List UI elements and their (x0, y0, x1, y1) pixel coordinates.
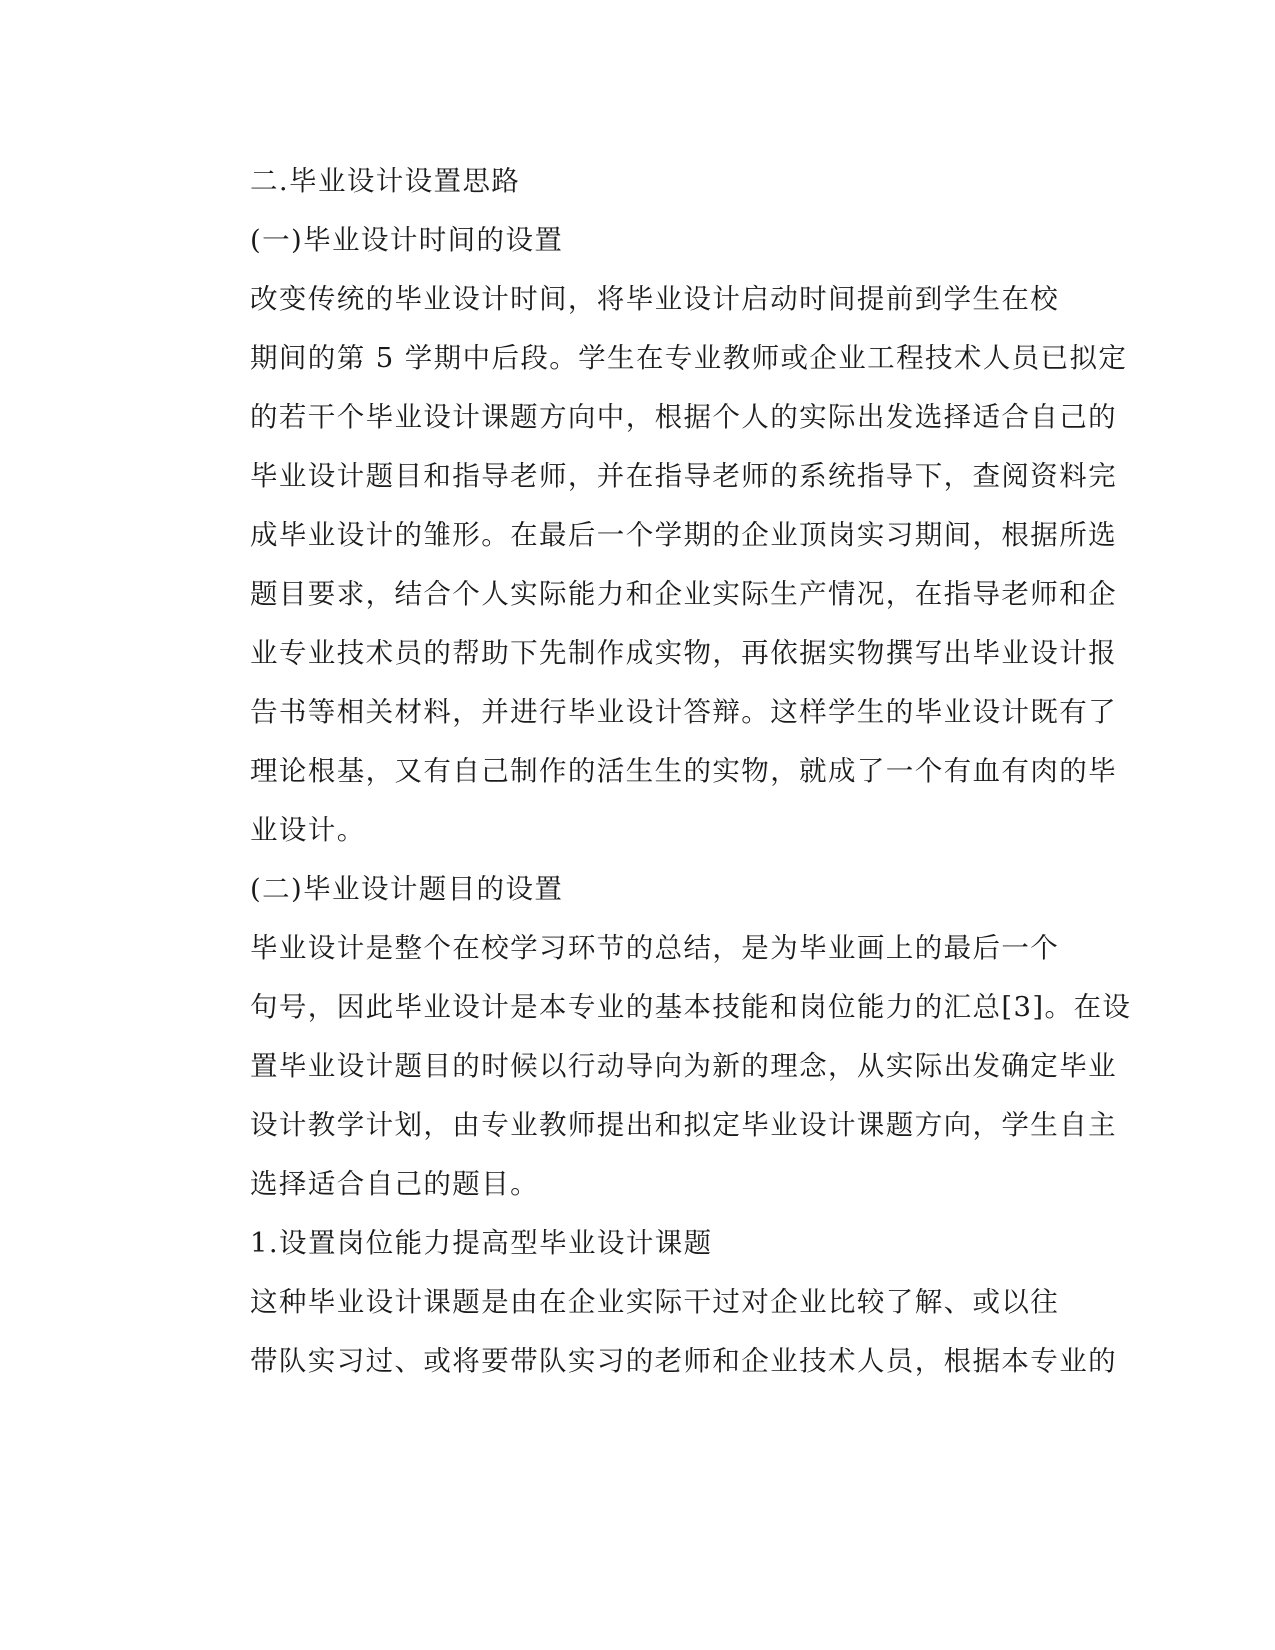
text-line: 句号，因此毕业设计是本专业的基本技能和岗位能力的汇总[3]。在设 (250, 991, 1132, 1023)
text-line: 告书等相关材料，并进行毕业设计答辩。这样学生的毕业设计既有了 (250, 696, 1117, 728)
subsection-heading-time: (一)毕业设计时间的设置 (250, 224, 564, 256)
text-line: 毕业设计是整个在校学习环节的总结，是为毕业画上的最后一个 (250, 932, 1060, 964)
document-page (180, 152, 1132, 1391)
text-line: 毕业设计题目和指导老师，并在指导老师的系统指导下，查阅资料完 (250, 460, 1117, 492)
text-line: 设计教学计划，由专业教师提出和拟定毕业设计课题方向，学生自主 (250, 1109, 1117, 1141)
text-line: 这种毕业设计课题是由在企业实际干过对企业比较了解、或以往 (250, 1286, 1060, 1318)
text-line: 成毕业设计的雏形。在最后一个学期的企业顶岗实习期间，根据所选 (250, 519, 1117, 551)
paragraph-time-setting (180, 270, 1128, 860)
paragraph-job-ability (180, 1273, 1117, 1391)
text-line: 改变传统的毕业设计时间，将毕业设计启动时间提前到学生在校 (250, 283, 1060, 315)
text-line: 期间的第 5 学期中后段。学生在专业教师或企业工程技术人员已拟定 (250, 342, 1128, 374)
text-line: 理论根基，又有自己制作的活生生的实物，就成了一个有血有肉的毕 (250, 755, 1117, 787)
text-line: 题目要求，结合个人实际能力和企业实际生产情况，在指导老师和企 (250, 578, 1117, 610)
section-heading: 二.毕业设计设置思路 (250, 165, 521, 197)
text-line: 业专业技术员的帮助下先制作成实物，再依据实物撰写出毕业设计报 (250, 637, 1117, 669)
text-line: 选择适合自己的题目。 (250, 1168, 539, 1200)
text-line: 业设计。 (250, 814, 366, 846)
item-heading-job-ability: 1.设置岗位能力提高型毕业设计课题 (250, 1227, 713, 1259)
text-line: 置毕业设计题目的时候以行动导向为新的理念，从实际出发确定毕业 (250, 1050, 1117, 1082)
subsection-heading-topic: (二)毕业设计题目的设置 (250, 873, 564, 905)
paragraph-topic-setting (180, 919, 1132, 1214)
text-line: 的若干个毕业设计课题方向中，根据个人的实际出发选择适合自己的 (250, 401, 1117, 433)
text-line: 带队实习过、或将要带队实习的老师和企业技术人员，根据本专业的 (250, 1345, 1117, 1377)
